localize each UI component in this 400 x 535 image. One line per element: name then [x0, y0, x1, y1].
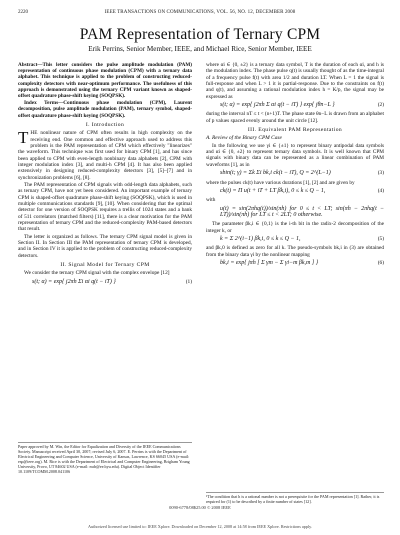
right-column [206, 62, 384, 269]
paper-authors: Erik Perrins, Senior Member, IEEE, and Michael Rice, Senior Member, IEEE [88, 45, 312, 53]
paper-title: PAM Representation of Ternary CPM [79, 26, 321, 43]
section-3-heading: III. Equivalent PAM Representation [247, 127, 343, 134]
right-paragraph-2: during the interval nT ≤ t < (n+1)T. The phase state θn−L is drawn from an alphabet of p values spaced evenly around the unit circle [12]. [206, 111, 384, 124]
right-paragraph-7: and βk,0 is defined as zero for all k. The pseudo-symbols bk,i in (3) are obtained from the binary data γi by the nonlinear mapping [206, 245, 384, 258]
footnote-manuscript: Paper approved by M. Win, the Editor for Equalization and Diversity of the IEEE Communications Society. Manuscript received April 30, 2007; revised July 6, 2007. E. Perrins is with the Department of Electrical Engineering and Computer Science, University of Kansas, Lawrence, KS 66045 USA (e-mail: esp@ieee.org). M. Rice is with the Department of Electrical and Computer Engineering, Brigham Young University, Provo, UT 84602 USA (e-mail: mdr@ee.byu.edu). Digital Object Identifier 10.1109/TCOMM.2008.041106 [18, 442, 192, 474]
equation-2: s(t; α) = exp{ j2πh Σ αi q(t − iT) } exp{ jθn−L } (2) [220, 102, 384, 109]
page-number: 2220 [18, 10, 28, 15]
drop-cap: T [18, 128, 29, 148]
index-terms: Index Terms—Continuous phase modulation (CPM), Laurent decomposition, pulse amplitude modulation (PAM), ternary symbol, shaped-offset quadrature phase-shift keying (SOQPSK). [18, 100, 192, 119]
equation-5: u(t) = sin(2πhq(t))/sin(πh) for 0 ≤ t < LT; sin(πh − 2πhq(t − LT))/sin(πh) for LT ≤ t < 2LT; 0 otherwise. [220, 205, 384, 218]
subsection-a-heading: A. Review of the Binary CPM Case [206, 135, 282, 142]
right-paragraph-3: In the following we use γi ∈ {±1} to represent binary antipodal data symbols and αi ∈ {0, ±2} to represent ternary data symbols. It is well known that CPM signals with binary data can be represented as a linear combination of PAM waveforms [1], as in [206, 142, 384, 168]
equation-4: ck(t) = Π u(t + iT + LT βk,i), 0 ≤ k ≤ Q − 1, (4) [220, 187, 384, 194]
right-paragraph-5: with [206, 197, 216, 204]
equation-3: sbin(t; γ) = Σk Σi bk,i ck(t − iT), Q = 2^(L−1) (3) [220, 170, 384, 177]
right-paragraph-6: The parameter βk,i ∈ {0,1} is the i-th bit in the radix-2 decomposition of the integer k, or [206, 221, 384, 234]
footnote-rational-index: ¹The condition that h is a rational number is not a prerequisite for the PAM representation [1]. Rather, it is required for (1) to be described by a finite number of states [12]. [206, 492, 384, 505]
right-paragraph-4: where the pulses ck(t) have various durations [1], [2] and are given by [206, 179, 355, 186]
intro-paragraph-1: THE nonlinear nature of CPM often results in high complexity on the receiving end. One common and effective approach used to address this problem is the PAM representation of CPM which effectively "linearizes" the waveform. This technique was first used for binary CPM [1], and has since been applied to CPM with even-length nonbinary data alphabets [2], CPM with integer modulation index [3], and multi-h CPM [4]. It has also been applied extensively in designing reduced-complexity detectors [3], [5]–[7] and in synchronization problems [6], [8]. [18, 128, 192, 181]
journal-name: IEEE TRANSACTIONS ON COMMUNICATIONS, VOL. 56, NO. 12, DECEMBER 2008 [104, 10, 296, 15]
left-column [18, 62, 192, 288]
signal-model-paragraph: We consider the ternary CPM signal with the complex envelope [12] [24, 270, 170, 277]
intro-paragraph-3: The letter is organized as follows. The ternary CPM signal model is given in Section II. In Section III the PAM representation of ternary CPM is developed, and in Section IV it is applied to the problem of constructing reduced-complexity detectors. [18, 233, 192, 259]
section-2-heading: II. Signal Model for Ternary CPM [60, 262, 150, 269]
equation-6: k = Σ 2^(i−1) βk,i, 0 ≤ k ≤ Q − 1, (5) [220, 235, 384, 242]
copyright-line: 0090-6778/08$25.00 © 2008 IEEE [169, 505, 231, 510]
equation-7: bk,i = exp{ jπh [ Σ γm − Σ γi−m βk,m ] } (6) [220, 259, 384, 266]
section-1-heading: I. Introduction [85, 121, 125, 128]
equation-1: s(t; α) = exp{ j2πh Σi αi q(t − iT) } (1) [32, 278, 192, 285]
running-header [18, 10, 382, 20]
authorized-use-notice: Authorized licensed use limited to: IEEE Xplore. Downloaded on December 12, 2008 at 14:58 from IEEE Xplore. Restrictions apply. [88, 524, 312, 529]
right-paragraph-1: where αi ∈ {0, ±2} is a ternary data symbol, T is the duration of each αi, and h is the modulation index. The phase pulse q(t) is usually thought of as the time-integral of a frequency pulse f(t) with area 1/2 and duration LT. When L = 1 the signal is full-response and when L > 1 it is partial-response. Due to the constraints on f(t) and q(t), and assuming a rational modulation index h = K/p, the signal may be expressed as [206, 62, 384, 100]
abstract: Abstract—This letter considers the pulse amplitude modulation (PAM) representation of continuous phase modulation (CPM) with a ternary data alphabet. This technique is applied to the problem of constructing reduced-complexity detectors with near-optimum performance. The usefulness of this approach is demonstrated using the ternary CPM variant known as shaped-offset quadrature phase-shift keying (SOQPSK). [18, 62, 192, 100]
intro-paragraph-2: The PAM representation of CPM signals with odd-length data alphabets, such as ternary CPM, have not yet been considered. An important example of ternary CPM is shaped-offset quadrature phase-shift keying (SOQPSK), which is used in multiple communications standards [9], [10]. When considering that the optimal detector for one version of SOQPSK requires a trellis of 1024 states and a bank of 511 correlators (matched filters) [11], there is a clear motivation for the PAM representation of ternary CPM and the reduced-complexity PAM-based detectors that result. [18, 181, 192, 233]
